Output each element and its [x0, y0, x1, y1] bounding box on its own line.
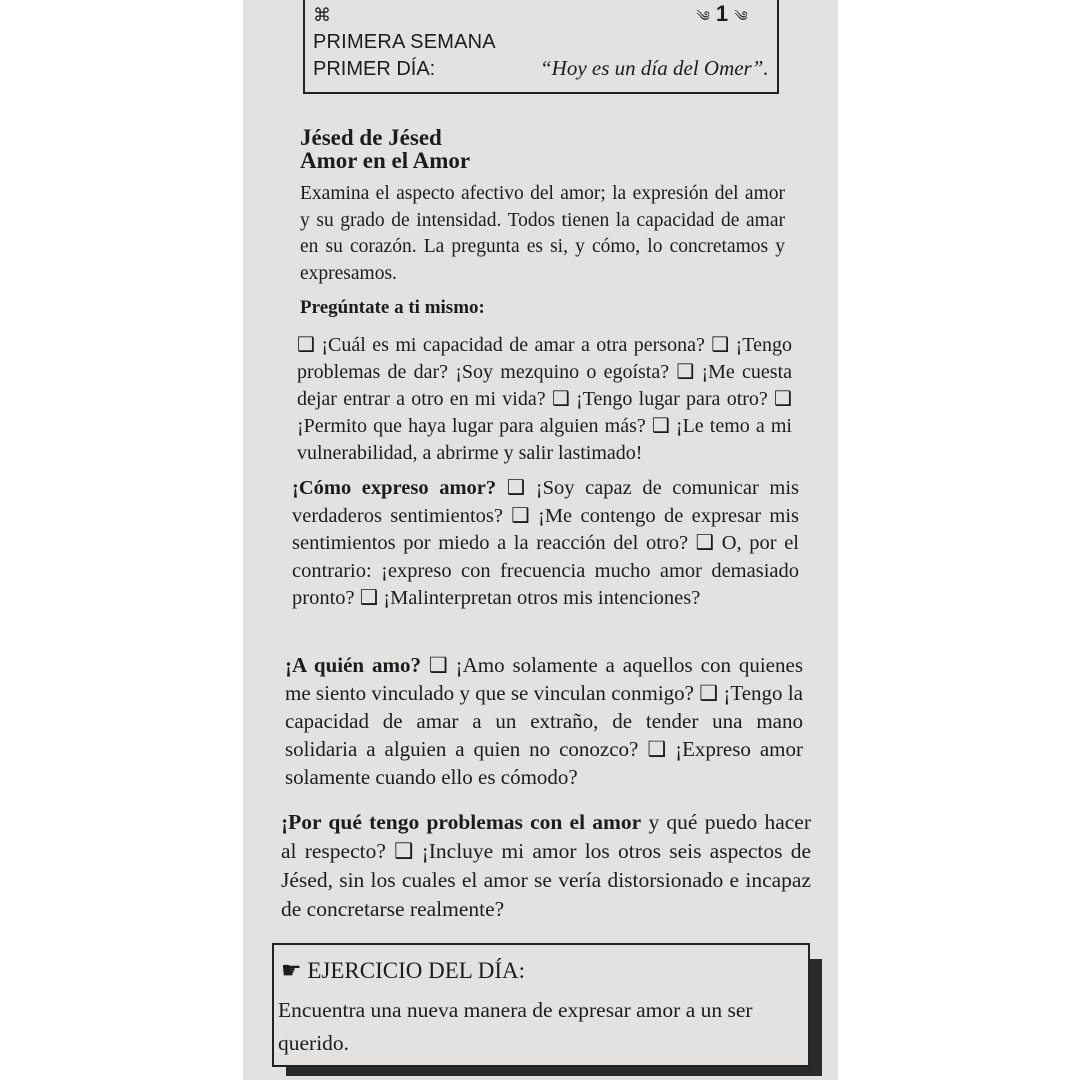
title-line-1: Jésed de Jésed — [300, 125, 442, 150]
exercise-title — [281, 958, 525, 984]
exercise-text: Encuentra una nueva manera de expresar amor a un ser querido. — [278, 998, 753, 1055]
flourish-right-icon: ༄ — [734, 8, 748, 24]
question-heading: ¡Por qué tengo problemas con el amor — [281, 810, 642, 834]
section-title — [300, 126, 470, 172]
pointing-hand-icon: ☛ — [281, 958, 302, 983]
questions-paragraph-3 — [285, 651, 803, 791]
question-text: y qué puedo hacer al respecto? ❑ ¡Incluye mi amor los otros seis aspectos de Jésed, sin los cuales el amor se vería distorsionado e incapaz de concretarse realmente? — [281, 810, 811, 921]
question-heading: ¡A quién amo? — [285, 653, 421, 677]
question-text: ❑ ¡Amo solamente a aquellos con quienes me siento vinculado y que se vinculan conmigo? ❑ ¡Tengo la capacidad de amar a un extraño, de tender una mano solidaria a alguien a quien no conozco? ❑ ¡Expreso amor solamente cuando ello es cómodo? — [285, 653, 803, 789]
intro-paragraph: Examina el aspecto afectivo del amor; la expresión del amor y su grado de intensidad. Todos tienen la capacidad de amar en su corazón. La pregunta es si, y cómo, lo concretamos y expresamos. — [300, 183, 785, 284]
questions-paragraph-2 — [292, 475, 799, 613]
page-number-value: 1 — [715, 1, 729, 26]
questions-paragraph-1: ❑ ¡Cuál es mi capacidad de amar a otra persona? ❑ ¡Tengo problemas de dar? ¡Soy mezquino o egoísta? ❑ ¡Me cuesta dejar entrar a otro en mi vida? ❑ ¡Tengo lugar para otro? ❑ ¡Permito que haya lugar para alguien más? ❑ ¡Le temo a mi vulnerabilidad, a abrirme y salir lastimado! — [297, 334, 792, 464]
question-text: ❑ ¡Soy capaz de comunicar mis verdaderos sentimientos? ❑ ¡Me contengo de expresar mis sentimientos por miedo a la reacción del otro? ❑ O, por el contrario: ¡expreso con frecuencia mucho amor demasiado pronto? ❑ ¡Malinterpretan otros mis intenciones? — [292, 477, 799, 609]
flourish-left-icon: ༄ — [696, 8, 710, 24]
week-label: PRIMERA SEMANA — [313, 31, 496, 53]
day-label: PRIMER DÍA: — [313, 58, 436, 80]
title-line-2: Amor en el Amor — [300, 148, 471, 173]
omer-quote: “Hoy es un día del Omer”. — [540, 56, 769, 80]
ornament-icon: ⌘ — [313, 5, 331, 25]
question-heading: ¡Cómo expreso amor? — [292, 477, 497, 499]
ask-heading: Pregúntate a ti mismo: — [300, 297, 485, 318]
exercise-title-text: EJERCICIO DEL DÍA: — [307, 958, 525, 983]
page-number — [672, 0, 772, 40]
questions-paragraph-4 — [281, 808, 811, 924]
